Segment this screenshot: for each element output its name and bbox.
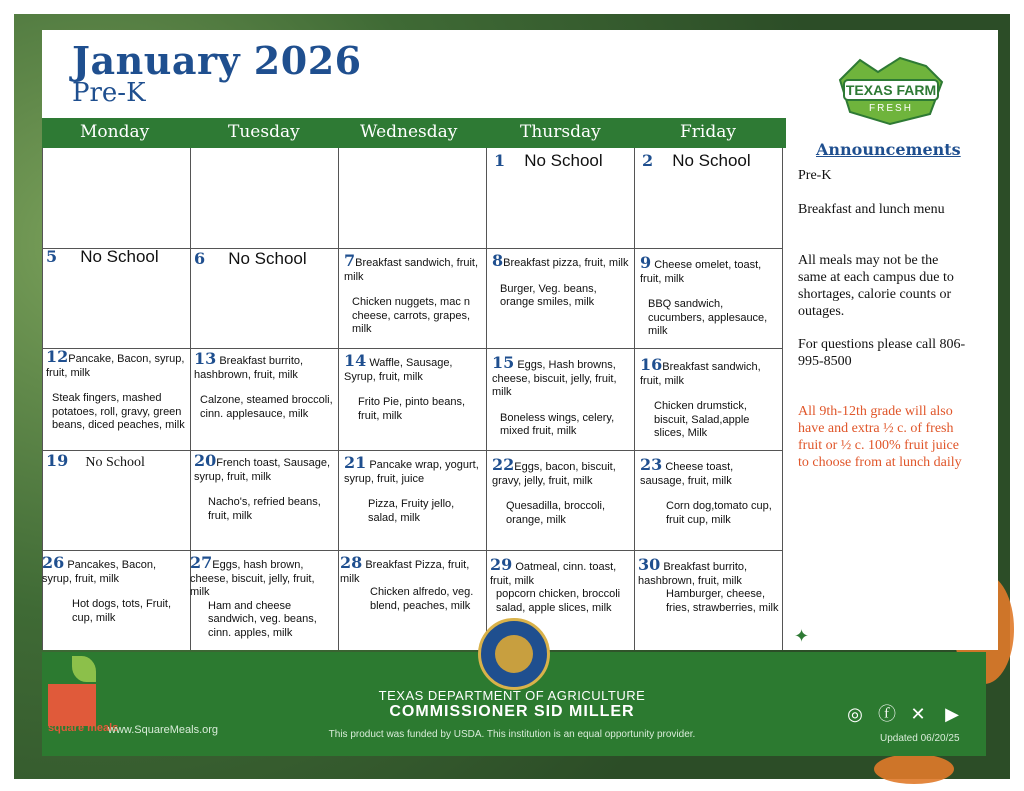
day-cell-16: [640, 355, 778, 441]
svg-text:FRESH: FRESH: [869, 103, 913, 114]
day-cell-21: [344, 453, 482, 525]
day-monday: Monday: [80, 122, 150, 142]
lunch-menu: Ham and cheese sandwich, veg. beans, cinn. apples, milk: [208, 599, 317, 639]
breakfast-menu: Eggs, Hash browns, cheese, biscuit, jelly, fruit, milk: [492, 359, 617, 398]
date-number: 6: [194, 249, 206, 268]
grid-line: [634, 148, 635, 650]
date-number: 20: [194, 451, 217, 470]
lunch-menu: Corn dog,tomato cup, fruit cup, milk: [666, 500, 772, 526]
day-cell-15: [492, 353, 630, 439]
grid-line: [338, 148, 339, 650]
date-number: 13: [194, 349, 217, 368]
day-thursday: Thursday: [520, 122, 601, 142]
lunch-menu: Quesadilla, broccoli, orange, milk: [506, 500, 606, 526]
lunch-menu: BBQ sandwich, cucumbers, applesauce, milk: [648, 298, 768, 337]
lunch-menu: Boneless wings, celery, mixed fruit, milk: [500, 411, 615, 437]
day-cell-6: [194, 249, 334, 269]
date-number: 5: [46, 247, 58, 266]
square-meals-brand: square meals: [48, 722, 119, 734]
instagram-icon[interactable]: ◎: [847, 704, 863, 724]
day-cell-19: [46, 451, 186, 471]
date-number: 2: [642, 151, 654, 170]
breakfast-menu: Eggs, hash brown, cheese, biscuit, jelly, fruit, milk: [190, 559, 315, 598]
grid-line: [42, 348, 782, 349]
date-number: 8: [492, 251, 504, 270]
lunch-menu: Chicken nuggets, mac n cheese, carrots, grapes, milk: [352, 296, 471, 335]
lunch-menu: Chicken alfredo, veg. blend, peaches, milk: [370, 586, 474, 612]
lunch-menu: Steak fingers, mashed potatoes, roll, gravy, green beans, diced peaches, milk: [52, 392, 185, 431]
announcement-contact: For questions please call 806-995-8500: [798, 337, 966, 369]
day-cell-14: [344, 351, 482, 423]
grid-line: [782, 148, 783, 650]
page-title: January 2026: [72, 38, 362, 83]
page-subtitle: Pre-K: [72, 78, 146, 108]
tda-seal: [478, 618, 550, 690]
texas-farm-fresh-logo: [830, 52, 952, 128]
announcement-menu: Breakfast and lunch menu: [798, 202, 945, 217]
breakfast-menu: Breakfast sandwich, fruit, milk: [344, 257, 479, 283]
svg-text:TEXAS FARM: TEXAS FARM: [845, 82, 937, 98]
day-cell-1: [494, 151, 630, 171]
breakfast-menu: Breakfast Pizza, fruit, milk: [340, 559, 470, 585]
day-wednesday: Wednesday: [360, 122, 458, 142]
facebook-icon[interactable]: ⓕ: [878, 704, 896, 724]
breakfast-menu: Pancakes, Bacon, syrup, fruit, milk: [42, 559, 156, 585]
no-school-label: No School: [80, 247, 159, 266]
footer-department: TEXAS DEPARTMENT OF AGRICULTURE: [378, 688, 646, 703]
day-cell-20: [194, 451, 334, 523]
breakfast-menu: Oatmeal, cinn. toast, fruit, milk: [490, 561, 617, 587]
announcement-fruit: All 9th-12th grade will also have and extra ½ c. of fresh fruit or ½ c. 100% fruit juice to choose from at lunch daily: [798, 404, 962, 470]
day-cell-23: [640, 455, 778, 527]
date-number: 16: [640, 355, 663, 374]
lunch-menu: Burger, Veg. beans, orange smiles, milk: [500, 282, 597, 308]
date-number: 14: [344, 351, 367, 370]
weekday-header: [42, 118, 786, 148]
orange-fruit: [874, 754, 954, 784]
day-cell-27: [190, 553, 334, 640]
day-cell-7: [344, 251, 482, 337]
lunch-menu: Calzone, steamed broccoli, cinn. applesauce, milk: [200, 394, 333, 420]
breakfast-menu: Breakfast pizza, fruit, milk: [503, 257, 629, 269]
lunch-menu: popcorn chicken, broccoli salad, apple slices, milk: [496, 588, 621, 614]
x-icon[interactable]: ✕: [910, 704, 926, 724]
date-number: 26: [42, 553, 65, 572]
day-cell-13: [194, 349, 334, 421]
date-number: 1: [494, 151, 506, 170]
no-school-label: No School: [672, 151, 751, 170]
breakfast-menu: Cheese omelet, toast, fruit, milk: [640, 259, 762, 285]
day-cell-8: [492, 251, 630, 310]
date-number: 28: [340, 553, 363, 572]
breakfast-menu: Pancake, Bacon, syrup, fruit, milk: [46, 353, 185, 379]
breakfast-menu: French toast, Sausage, syrup, fruit, milk: [194, 457, 330, 483]
breakfast-menu: Waffle, Sausage, Syrup, fruit, milk: [344, 357, 453, 383]
announcements-title: Announcements: [816, 140, 961, 159]
day-friday: Friday: [680, 122, 736, 142]
grid-line: [42, 550, 782, 551]
day-cell-12: [46, 347, 186, 433]
lunch-menu: Hot dogs, tots, Fruit, cup, milk: [72, 598, 172, 624]
date-number: 29: [490, 555, 513, 574]
lunch-menu: Nacho's, refried beans, fruit, milk: [208, 496, 321, 522]
youtube-icon[interactable]: ▶: [945, 704, 959, 724]
no-school-label: No School: [228, 249, 307, 268]
footer-website-link[interactable]: www.SquareMeals.org: [108, 724, 219, 736]
lunch-menu: Frito Pie, pinto beans, fruit, milk: [358, 396, 466, 422]
breakfast-menu: Eggs, bacon, biscuit, gravy, jelly, fruit, milk: [492, 461, 616, 487]
date-number: 30: [638, 555, 661, 574]
day-cell-22: [492, 455, 630, 527]
day-tuesday: Tuesday: [228, 122, 300, 142]
lunch-menu: Pizza, Fruity jello, salad, milk: [368, 498, 455, 524]
day-cell-26: [42, 553, 186, 625]
no-school-label: No School: [524, 151, 603, 170]
lunch-menu: Hamburger, cheese, fries, strawberries, milk: [666, 588, 779, 614]
no-school-label: No School: [85, 455, 145, 470]
day-cell-5: [46, 247, 186, 267]
date-number: 9: [640, 253, 652, 272]
grid-line: [42, 450, 782, 451]
date-number: 7: [344, 251, 356, 270]
texas-icon: ✦: [794, 626, 810, 646]
date-number: 23: [640, 455, 663, 474]
date-number: 15: [492, 353, 515, 372]
announcement-grade: Pre-K: [798, 168, 832, 183]
day-cell-30: [638, 555, 780, 615]
lunch-menu: Chicken drumstick, biscuit, Salad,apple slices, Milk: [654, 400, 750, 439]
day-cell-9: [640, 253, 778, 339]
day-cell-2: [642, 151, 778, 171]
date-number: 21: [344, 453, 367, 472]
announcement-notice: All meals may not be the same at each campus due to shortages, calorie counts or outages.: [798, 253, 954, 319]
breakfast-menu: Breakfast burrito, hashbrown, fruit, milk: [194, 355, 304, 381]
footer-commissioner: COMMISSIONER SID MILLER: [389, 703, 635, 720]
footer-disclaimer: This product was funded by USDA. This institution is an equal opportunity provider.: [328, 729, 696, 740]
date-number: 22: [492, 455, 515, 474]
updated-date: Updated 06/20/25: [880, 733, 960, 744]
date-number: 12: [46, 347, 69, 366]
date-number: 27: [190, 553, 213, 572]
breakfast-menu: Cheese toast, sausage, fruit, milk: [640, 461, 734, 487]
breakfast-menu: Breakfast sandwich, fruit, milk: [640, 361, 761, 387]
date-number: 19: [46, 451, 69, 470]
breakfast-menu: Breakfast burrito, hashbrown, fruit, milk: [638, 561, 748, 587]
breakfast-menu: Pancake wrap, yogurt, syrup, fruit, juice: [344, 459, 479, 485]
grid-line: [486, 148, 487, 650]
day-cell-28: [340, 553, 482, 613]
day-cell-29: [490, 555, 632, 615]
